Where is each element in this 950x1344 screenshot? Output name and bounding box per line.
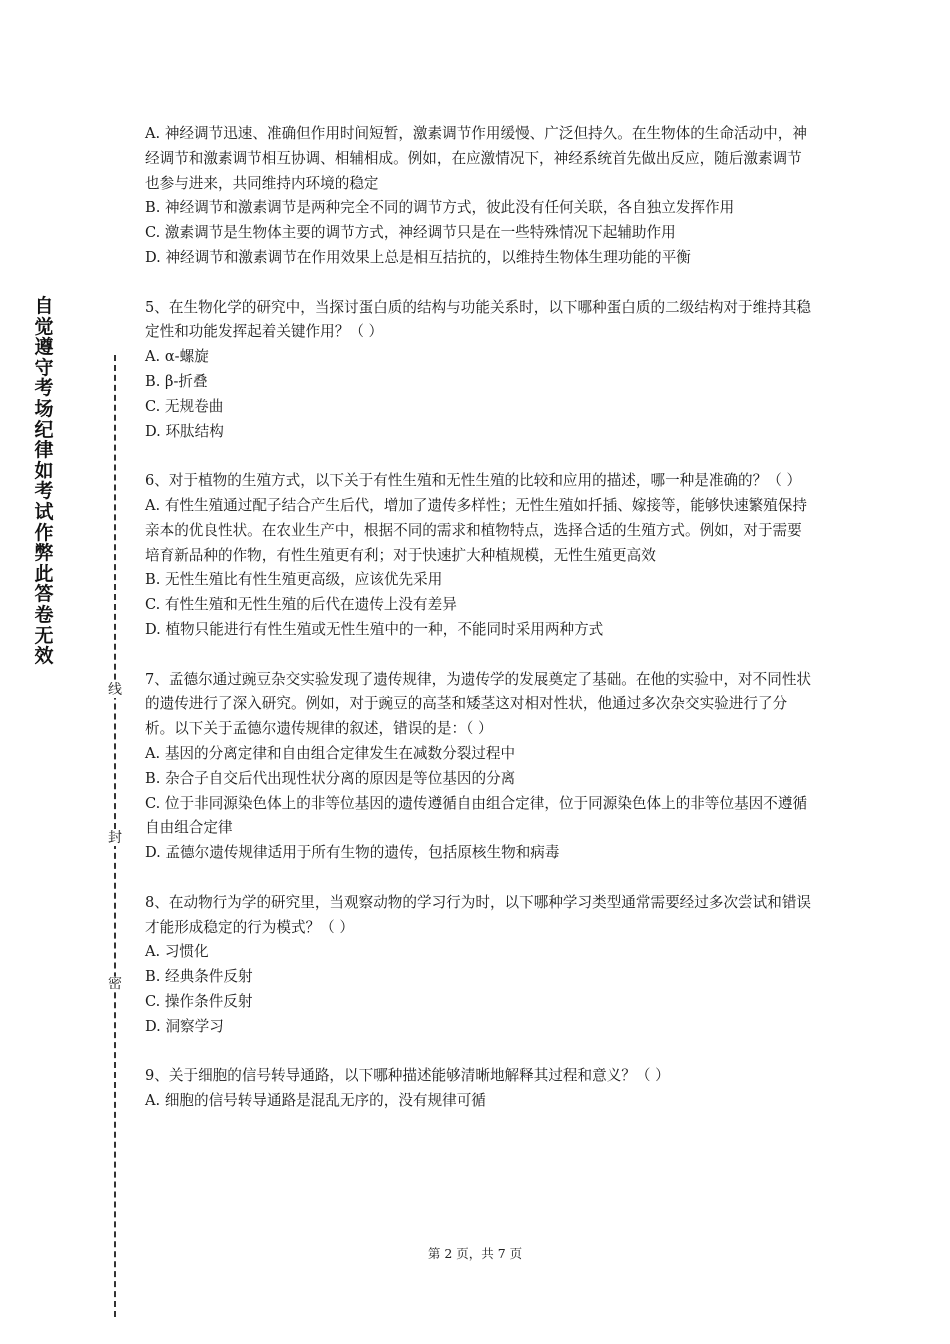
option-c: C. 位于非同源染色体上的非等位基因的遗传遵循自由组合定律，位于同源染色体上的非等位基因不遵循自由组合定律 [145,794,808,837]
option-c: C. 有性生殖和无性生殖的后代在遗传上没有差异 [145,596,457,614]
question-stem: 6、对于植物的生殖方式，以下关于有性生殖和无性生殖的比较和应用的描述，哪一种是准确的？（ ） [145,472,802,490]
option-b: B. 杂合子自交后代出现性状分离的原因是等位基因的分离 [145,769,516,787]
cut-mark-secret: 密 [105,976,125,992]
question-stem: 5、在生物化学的研究中，当探讨蛋白质的结构与功能关系时，以下哪种蛋白质的二级结构对于维持其稳定性和功能发挥起着关键作用？（ ） [145,298,812,341]
question-4-options-continued [145,122,813,271]
option-a: A. 基因的分离定律和自由组合定律发生在减数分裂过程中 [145,744,516,762]
question-stem: 9、关于细胞的信号转导通路，以下哪种描述能够清晰地解释其过程和意义？（ ） [145,1067,670,1085]
option-b: B. 无性生殖比有性生殖更高级，应该优先采用 [145,571,443,589]
exam-rules-warning: 自觉遵守考场纪律如考试作弊此答卷无效 [34,295,54,668]
question-9 [145,1064,813,1114]
option-c: C. 激素调节是生物体主要的调节方式，神经调节只是在一些特殊情况下起辅助作用 [145,224,676,242]
question-stem: 8、在动物行为学的研究里，当观察动物的学习行为时，以下哪种学习类型通常需要经过多次尝试和错误才能形成稳定的行为模式？（ ） [145,893,812,936]
option-d: D. 孟德尔遗传规律适用于所有生物的遗传，包括原核生物和病毒 [145,844,560,862]
option-d: D. 洞察学习 [145,1017,224,1035]
option-d: D. 环肽结构 [145,422,224,440]
question-8 [145,891,813,1040]
option-a: A. α-螺旋 [145,348,209,366]
cut-mark-line: 线 [105,682,125,698]
option-a: A. 细胞的信号转导通路是混乱无序的，没有规律可循 [145,1092,486,1110]
option-c: C. 操作条件反射 [145,992,253,1010]
page-content [145,122,813,1114]
option-b: B. 神经调节和激素调节是两种完全不同的调节方式，彼此没有任何关联，各自独立发挥作用 [145,199,735,217]
page-number: 第 2 页，共 7 页 [427,1246,523,1261]
question-6 [145,469,813,643]
question-7 [145,668,813,866]
cut-mark-seal: 封 [105,830,125,846]
option-a: A. 习惯化 [145,943,209,961]
option-c: C. 无规卷曲 [145,397,224,415]
option-b: B. β-折叠 [145,372,208,390]
option-d: D. 植物只能进行有性生殖或无性生殖中的一种，不能同时采用两种方式 [145,620,604,638]
question-5 [145,296,813,445]
question-stem: 7、孟德尔通过豌豆杂交实验发现了遗传规律，为遗传学的发展奠定了基础。在他的实验中，对不同性状的遗传进行了深入研究。例如，对于豌豆的高茎和矮茎这对相对性状，他通过多次杂交实验进行了分析。以下关于孟德尔遗传规律的叙述，错误的是：（ ） [145,670,812,738]
option-a: A. 神经调节迅速、准确但作用时间短暂，激素调节作用缓慢、广泛但持久。在生物体的生命活动中，神经调节和激素调节相互协调、相辅相成。例如，在应激情况下，神经系统首先做出反应，随后激素调节也参与进来，共同维持内环境的稳定 [145,125,807,192]
option-b: B. 经典条件反射 [145,968,253,986]
option-a: A. 有性生殖通过配子结合产生后代，增加了遗传多样性；无性生殖如扦插、嫁接等，能够快速繁殖保持亲本的优良性状。在农业生产中，根据不同的需求和植物特点，选择合适的生殖方式。例如，对于需要培育新品种的作物，有性生殖更有利；对于快速扩大种植规模，无性生殖更高效 [145,496,807,564]
option-d: D. 神经调节和激素调节在作用效果上总是相互拮抗的，以维持生物体生理功能的平衡 [145,248,691,266]
